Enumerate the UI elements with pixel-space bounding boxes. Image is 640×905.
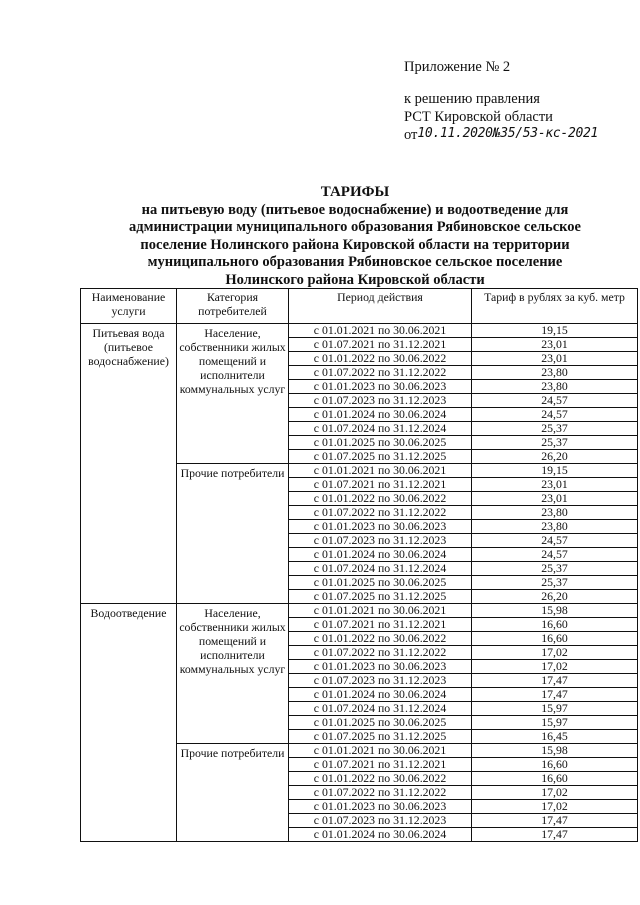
period-cell: с 01.07.2023 по 31.12.2023 [289, 534, 472, 548]
period-cell: с 01.07.2023 по 31.12.2023 [289, 674, 472, 688]
period-cell: с 01.01.2024 по 30.06.2024 [289, 548, 472, 562]
document-title [80, 184, 630, 290]
category-cell: Прочие потребители [177, 464, 289, 604]
tariff-value-cell: 15,97 [472, 716, 638, 730]
category-cell: Население, собственники жилых помещений и исполнители коммунальных услуг [177, 604, 289, 744]
header-period: Период действия [289, 289, 472, 324]
appendix-date-prefix: от [404, 127, 418, 143]
period-cell: с 01.01.2025 по 30.06.2025 [289, 716, 472, 730]
period-cell: с 01.01.2024 по 30.06.2024 [289, 408, 472, 422]
period-cell: с 01.01.2023 по 30.06.2023 [289, 380, 472, 394]
tariff-value-cell: 25,37 [472, 436, 638, 450]
period-cell: с 01.07.2022 по 31.12.2022 [289, 366, 472, 380]
tariff-value-cell: 23,01 [472, 352, 638, 366]
period-cell: с 01.07.2021 по 31.12.2021 [289, 478, 472, 492]
tariff-value-cell: 16,45 [472, 730, 638, 744]
tariff-value-cell: 25,37 [472, 576, 638, 590]
period-cell: с 01.01.2022 по 30.06.2022 [289, 632, 472, 646]
period-cell: с 01.01.2023 по 30.06.2023 [289, 520, 472, 534]
tariff-value-cell: 23,80 [472, 520, 638, 534]
table-row [81, 324, 638, 338]
tariff-value-cell: 17,47 [472, 814, 638, 828]
tariff-value-cell: 24,57 [472, 394, 638, 408]
category-cell: Население, собственники жилых помещений и исполнители коммунальных услуг [177, 324, 289, 464]
period-cell: с 01.07.2022 по 31.12.2022 [289, 786, 472, 800]
period-cell: с 01.01.2022 по 30.06.2022 [289, 352, 472, 366]
title-line: муниципального образования Рябиновское сельское поселение [147, 254, 563, 271]
table-body [81, 324, 638, 842]
appendix-block [404, 58, 598, 145]
tariff-value-cell: 16,60 [472, 618, 638, 632]
period-cell: с 01.07.2025 по 31.12.2025 [289, 590, 472, 604]
header-service: Наименование услуги [81, 289, 177, 324]
tariff-value-cell: 17,02 [472, 660, 638, 674]
tariff-value-cell: 23,80 [472, 380, 638, 394]
title-line: администрации муниципального образования Рябиновское сельское [129, 219, 581, 236]
table-header-row [81, 289, 638, 324]
tariff-value-cell: 26,20 [472, 450, 638, 464]
tariff-value-cell: 26,20 [472, 590, 638, 604]
period-cell: с 01.07.2025 по 31.12.2025 [289, 730, 472, 744]
period-cell: с 01.01.2024 по 30.06.2024 [289, 688, 472, 702]
period-cell: с 01.01.2023 по 30.06.2023 [289, 660, 472, 674]
tariff-value-cell: 16,60 [472, 632, 638, 646]
tariff-value-cell: 25,37 [472, 562, 638, 576]
tariff-value-cell: 15,98 [472, 604, 638, 618]
tariff-value-cell: 19,15 [472, 324, 638, 338]
appendix-authority: РСТ Кировской области [404, 109, 553, 125]
tariff-value-cell: 16,60 [472, 772, 638, 786]
period-cell: с 01.07.2024 по 31.12.2024 [289, 702, 472, 716]
tariff-value-cell: 15,97 [472, 702, 638, 716]
appendix-decision: к решению правления [404, 91, 540, 107]
tariff-value-cell: 17,02 [472, 646, 638, 660]
period-cell: с 01.01.2025 по 30.06.2025 [289, 576, 472, 590]
handwritten-date-number: 10.11.2020№35/53-кс-2021 [417, 126, 599, 141]
table-row [81, 604, 638, 618]
title-line: на питьевую воду (питьевое водоснабжение) и водоотведение для [141, 201, 569, 218]
header-category: Категория потребителей [177, 289, 289, 324]
period-cell: с 01.01.2023 по 30.06.2023 [289, 800, 472, 814]
tariff-value-cell: 17,02 [472, 800, 638, 814]
appendix-date-line [404, 126, 598, 145]
tariff-value-cell: 15,98 [472, 744, 638, 758]
period-cell: с 01.07.2022 по 31.12.2022 [289, 506, 472, 520]
tariff-value-cell: 16,60 [472, 758, 638, 772]
tariff-value-cell: 24,57 [472, 534, 638, 548]
tariff-table [80, 288, 638, 842]
period-cell: с 01.07.2021 по 31.12.2021 [289, 758, 472, 772]
tariff-value-cell: 17,47 [472, 828, 638, 842]
tariff-value-cell: 23,01 [472, 492, 638, 506]
tariff-value-cell: 17,02 [472, 786, 638, 800]
period-cell: с 01.01.2024 по 30.06.2024 [289, 828, 472, 842]
tariff-value-cell: 17,47 [472, 688, 638, 702]
period-cell: с 01.07.2023 по 31.12.2023 [289, 394, 472, 408]
tariff-value-cell: 25,37 [472, 422, 638, 436]
period-cell: с 01.01.2021 по 30.06.2021 [289, 744, 472, 758]
service-name-cell: Питьевая вода (питьевое водоснабжение) [81, 324, 177, 604]
period-cell: с 01.07.2022 по 31.12.2022 [289, 646, 472, 660]
tariff-value-cell: 23,01 [472, 338, 638, 352]
service-name-cell: Водоотведение [81, 604, 177, 842]
appendix-number: Приложение № 2 [404, 59, 511, 75]
period-cell: с 01.01.2021 по 30.06.2021 [289, 324, 472, 338]
period-cell: с 01.07.2025 по 31.12.2025 [289, 450, 472, 464]
period-cell: с 01.07.2023 по 31.12.2023 [289, 814, 472, 828]
tariff-value-cell: 19,15 [472, 464, 638, 478]
tariff-value-cell: 23,80 [472, 506, 638, 520]
tariff-value-cell: 24,57 [472, 408, 638, 422]
tariff-value-cell: 23,80 [472, 366, 638, 380]
period-cell: с 01.07.2024 по 31.12.2024 [289, 562, 472, 576]
category-cell: Прочие потребители [177, 744, 289, 842]
period-cell: с 01.07.2024 по 31.12.2024 [289, 422, 472, 436]
period-cell: с 01.01.2022 по 30.06.2022 [289, 492, 472, 506]
period-cell: с 01.01.2025 по 30.06.2025 [289, 436, 472, 450]
period-cell: с 01.01.2022 по 30.06.2022 [289, 772, 472, 786]
title-line: поселение Нолинского района Кировской области на территории [140, 236, 570, 253]
header-tariff: Тариф в рублях за куб. метр [472, 289, 638, 324]
period-cell: с 01.07.2021 по 31.12.2021 [289, 618, 472, 632]
tariff-value-cell: 24,57 [472, 548, 638, 562]
title-line: ТАРИФЫ [320, 184, 390, 200]
period-cell: с 01.01.2021 по 30.06.2021 [289, 464, 472, 478]
period-cell: с 01.01.2021 по 30.06.2021 [289, 604, 472, 618]
tariff-value-cell: 17,47 [472, 674, 638, 688]
tariff-value-cell: 23,01 [472, 478, 638, 492]
title-line: Нолинского района Кировской области [225, 271, 485, 288]
period-cell: с 01.07.2021 по 31.12.2021 [289, 338, 472, 352]
